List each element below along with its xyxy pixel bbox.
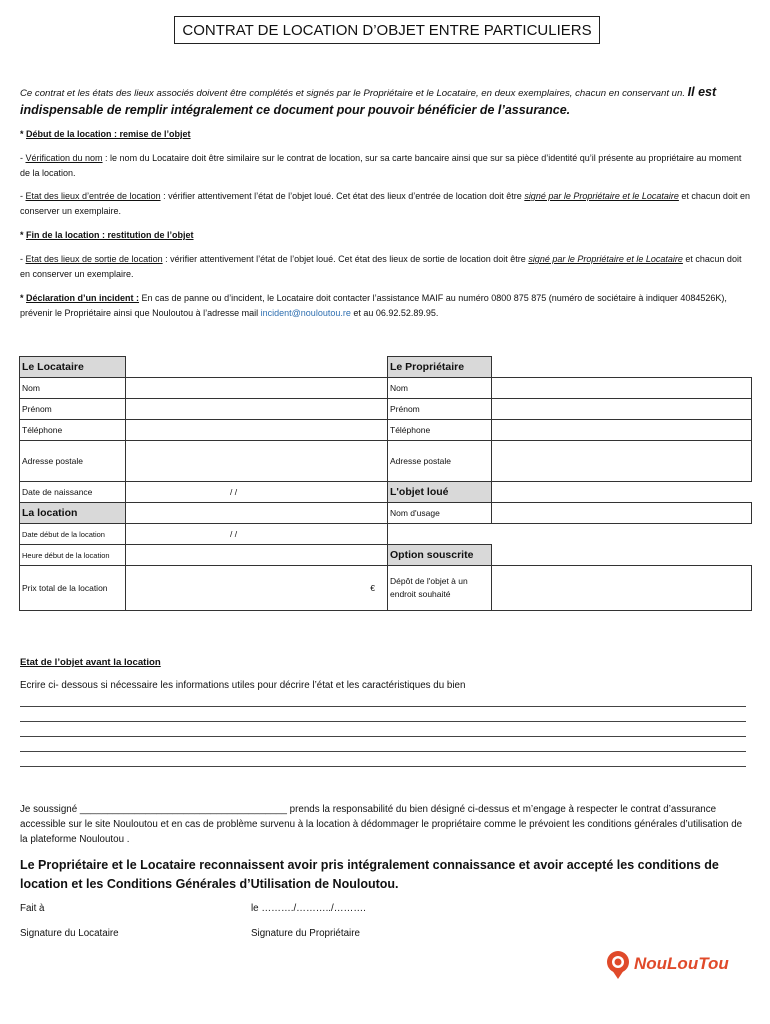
etat-entree-signed: signé par le Propriétaire et le Locataire [524, 191, 679, 201]
incident-text: En cas de panne ou d’incident, le Locataire doit contacter l’assistance MAIF au numéro 0800 875 875 (numéro de sociétaire à indiquer 4084526K), prévenir le Propriétaire ainsi que Nouloutou à l’adresse mail [20, 293, 727, 318]
intro-insurance-text: Il est indispensable de remplir intégralement ce document pour pouvoir bénéficier de l’assurance. [20, 85, 717, 117]
heure-debut-label: Heure début de la location [20, 545, 126, 566]
blank-cell [492, 524, 752, 545]
incident-email-link[interactable]: incident@nouloutou.re [260, 308, 351, 318]
proprietaire-telephone-label: Téléphone [388, 420, 492, 441]
locataire-prenom-label: Prénom [20, 399, 126, 420]
locataire-nom-label: Nom [20, 378, 126, 399]
etat-avant-description: Ecrire ci- dessous si nécessaire les informations utiles pour décrire l’état et les caractéristiques du bien [20, 680, 466, 691]
naissance-label: Date de naissance [20, 482, 126, 503]
etat-entree-label: Etat des lieux d’entrée de location [25, 191, 161, 201]
proprietaire-adresse-label: Adresse postale [388, 441, 492, 482]
etat-line[interactable] [20, 751, 746, 752]
intro-paragraph [20, 84, 750, 120]
proprietaire-prenom-field[interactable] [492, 399, 752, 420]
verification-text: : le nom du Locataire doit être similaire sur le contrat de location, sur sa carte bancaire ainsi que sur sa pièce d’identité qu’il présente au propriétaire au moment de la location. [20, 153, 742, 178]
incident-heading: Déclaration d’un incident : [26, 293, 140, 303]
locataire-header: Le Locataire [20, 357, 126, 378]
proprietaire-prenom-label: Prénom [388, 399, 492, 420]
proprietaire-telephone-field[interactable] [492, 420, 752, 441]
etat-sortie-signed: signé par le Propriétaire et le Locataire [528, 254, 683, 264]
objet-header: L'objet loué [388, 482, 492, 503]
etat-avant-heading: Etat de l’objet avant la location [20, 657, 161, 668]
naissance-field[interactable]: / / [126, 482, 388, 503]
locataire-nom-field[interactable] [126, 378, 388, 399]
etat-line[interactable] [20, 736, 746, 737]
document-title: CONTRAT DE LOCATION D’OBJET ENTRE PARTICULIERS [174, 16, 600, 44]
etat-sortie-label: Etat des lieux de sortie de location [25, 254, 163, 264]
proprietaire-adresse-field[interactable] [492, 441, 752, 482]
etat-entree-paragraph: - Etat des lieux d’entrée de location : vérifier attentivement l’état de l’objet loué. Cet état des lieux d’entrée de location doit être signé par le Propriétaire et le Locataire et chacun doit en conserver un exemplaire. [20, 191, 750, 216]
date-signature-label: le ………./………../………. [251, 903, 366, 914]
logo-pin-icon [604, 948, 754, 980]
location-header: La location [20, 503, 126, 524]
etat-line[interactable] [20, 721, 746, 722]
blank-cell [126, 503, 388, 524]
prix-label: Prix total de la location [20, 566, 126, 611]
etat-sortie-end: et chacun doit en conserver un exemplaire. [20, 254, 742, 279]
heure-debut-field[interactable] [126, 545, 388, 566]
locataire-prenom-field[interactable] [126, 399, 388, 420]
etat-sortie-text: : vérifier attentivement l’état de l’objet loué. Cet état des lieux de sortie de location doit être [162, 254, 529, 264]
fait-a-label: Fait à [20, 903, 45, 914]
blank-cell [492, 482, 752, 503]
proprietaire-header: Le Propriétaire [388, 357, 492, 378]
contract-form-table [19, 356, 752, 611]
debut-heading: * Début de la location : remise de l’objet [20, 129, 191, 139]
blank-cell [388, 524, 492, 545]
verification-paragraph: - Vérification du nom : le nom du Locataire doit être similaire sur le contrat de location, sur sa carte bancaire ainsi que sur sa pièce d’identité qu’il présente au propriétaire au moment de la location. [20, 153, 742, 178]
locataire-telephone-field[interactable] [126, 420, 388, 441]
fin-heading: * Fin de la location : restitution de l’objet [20, 230, 194, 240]
depot-label: Dépôt de l'objet à un endroit souhaité [388, 566, 492, 611]
prix-field[interactable]: € [126, 566, 388, 611]
signature-proprietaire-label: Signature du Propriétaire [251, 928, 360, 939]
option-header: Option souscrite [388, 545, 492, 566]
incident-paragraph: * Déclaration d’un incident : En cas de panne ou d’incident, le Locataire doit contacter l’assistance MAIF au numéro 0800 875 875 (numéro de sociétaire à indiquer 4084526K), prévenir le Propriétaire ainsi que Nouloutou à l’adresse mail incident@nouloutou.re et au 06.92.52.89.95. [20, 293, 727, 318]
incident-text-end: et au 06.92.52.89.95. [350, 308, 439, 318]
blank-cell [492, 357, 752, 378]
fin-heading-text: Fin de la location : restitution de l’objet [26, 230, 194, 240]
logo-text: NouLouTou [634, 954, 729, 973]
blank-cell [492, 545, 752, 566]
intro-small-text: Ce contrat et les états des lieux associés doivent être complétés et signés par le Propriétaire et le Locataire, en deux exemplaires, chacun en conservant un. [20, 88, 685, 99]
depot-field[interactable] [492, 566, 752, 611]
etat-sortie-paragraph: - Etat des lieux de sortie de location : vérifier attentivement l’état de l’objet loué. Cet état des lieux de sortie de location doit être signé par le Propriétaire et le Locataire et chacun doit en conserver un exemplaire. [20, 254, 742, 279]
proprietaire-nom-field[interactable] [492, 378, 752, 399]
locataire-telephone-label: Téléphone [20, 420, 126, 441]
date-debut-field[interactable]: / / [126, 524, 388, 545]
verification-label: Vérification du nom [25, 153, 103, 163]
blank-cell [126, 357, 388, 378]
locataire-adresse-label: Adresse postale [20, 441, 126, 482]
date-debut-label: Date début de la location [20, 524, 126, 545]
proprietaire-nom-label: Nom [388, 378, 492, 399]
declaration-paragraph: Le Propriétaire et le Locataire reconnaissent avoir pris intégralement connaissance et avoir accepté les conditions de location et les Conditions Générales d’Utilisation de Nouloutou. [20, 858, 719, 891]
etat-line[interactable] [20, 766, 746, 767]
signature-locataire-label: Signature du Locataire [20, 928, 119, 939]
nom-usage-label: Nom d'usage [388, 503, 492, 524]
etat-line[interactable] [20, 706, 746, 707]
etat-entree-text: : vérifier attentivement l’état de l’objet loué. Cet état des lieux d’entrée de location doit être [160, 191, 525, 201]
debut-heading-text: Début de la location : remise de l’objet [26, 129, 191, 139]
nouloutou-logo [604, 948, 754, 980]
nom-usage-field[interactable] [492, 503, 752, 524]
engagement-paragraph: Je soussigné ______________________________________ prends la responsabilité du bien désigné ci-dessus et m’engage à respecter le contrat d’assurance accessible sur le site Nouloutou et en cas de problème survenu à la location à dédommager le propriétaire comme le prévoient les conditions générales d’utilisation de la plateforme Nouloutou . [20, 804, 743, 845]
locataire-adresse-field[interactable] [126, 441, 388, 482]
etat-entree-end: et chacun doit en conserver un exemplaire. [20, 191, 750, 216]
